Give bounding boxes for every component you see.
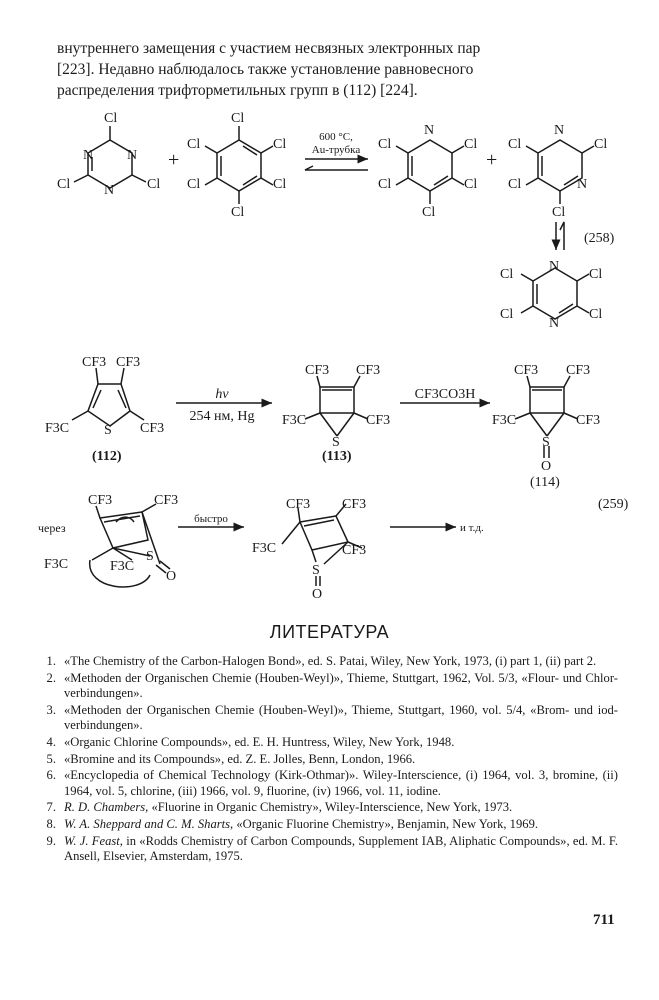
- reference-number: 3.: [46, 702, 56, 717]
- atom-cl: Cl: [187, 177, 201, 192]
- reference-item: [40, 768, 618, 799]
- atom-s: S: [146, 549, 154, 564]
- reference-number: 9.: [46, 833, 56, 848]
- group-f3c: F3C: [252, 541, 277, 556]
- group-cf3: CF3: [305, 363, 330, 378]
- atom-n: N: [554, 123, 565, 138]
- group-cf3: CF3: [356, 363, 381, 378]
- group-cf3: CF3: [566, 363, 591, 378]
- equation-number-259: (259): [598, 497, 629, 512]
- atom-n: N: [577, 177, 588, 192]
- atom-n: N: [104, 183, 115, 198]
- atom-cl: Cl: [422, 205, 436, 220]
- atom-cl: Cl: [464, 177, 478, 192]
- atom-cl: Cl: [57, 177, 71, 192]
- atom-cl: Cl: [273, 177, 287, 192]
- atom-cl: Cl: [464, 137, 478, 152]
- atom-n: N: [549, 259, 560, 274]
- group-cf3: CF3: [514, 363, 539, 378]
- atom-cl: Cl: [589, 267, 603, 282]
- reference-item: [40, 735, 618, 751]
- light-condition: hν: [215, 387, 229, 402]
- reference-author: W. J. Feast,: [64, 833, 123, 848]
- fast-label: быстро: [194, 513, 228, 525]
- transition-state-structure: [90, 504, 170, 587]
- group-cf3: CF3: [342, 543, 367, 558]
- atom-n: N: [83, 148, 94, 163]
- reference-item: [40, 834, 618, 865]
- plus-sign: +: [168, 149, 180, 171]
- reference-number: 6.: [46, 768, 56, 783]
- peracid-reagent: CF3CO3H: [414, 387, 476, 402]
- atom-s: S: [312, 563, 320, 578]
- group-f3c: F3C: [492, 413, 517, 428]
- compound-label-114: (114): [530, 475, 560, 490]
- reference-item: [40, 671, 618, 702]
- atom-cl: Cl: [187, 137, 201, 152]
- atom-cl: Cl: [231, 205, 245, 220]
- reference-item: [40, 654, 618, 670]
- tetrachloropyrimidine-structure: [526, 140, 594, 204]
- reference-text: «Encyclopedia of Chemical Technology (Kirk-Othmar)». Wiley-Interscience, (i) 1964, vol. 3, bromine, (ii) 1964, vol. 5, chlorine, (iii) 1966, vol. 9, fluorine, (iv) 1966, vol. 11, iodine.: [64, 768, 618, 798]
- group-cf3: CF3: [88, 493, 113, 508]
- reference-number: 5.: [46, 751, 56, 766]
- reference-text: «Organic Fluorine Chemistry», Benjamin, New York, 1969.: [233, 816, 539, 831]
- atom-cl: Cl: [594, 137, 608, 152]
- tetrachloropyrazine-structure: [521, 268, 589, 319]
- atom-cl: Cl: [500, 307, 514, 322]
- atom-cl: Cl: [508, 177, 522, 192]
- atom-cl: Cl: [378, 137, 392, 152]
- reference-text: «Fluorine in Organic Chemistry», Wiley-Interscience, New York, 1973.: [148, 800, 513, 815]
- hexachlorobenzene-structure: [205, 126, 273, 204]
- reference-text: in «Rodds Chemistry of Carbon Compounds, Supplement IAB, Aliphatic Compounds», ed. M. F. Ansell, Elsevier, Amsterdam, 1975.: [64, 833, 618, 864]
- via-label: через: [38, 521, 66, 535]
- atom-s: S: [542, 435, 550, 450]
- reference-number: 7.: [46, 800, 56, 815]
- reference-text: «Organic Chlorine Compounds», ed. E. H. Huntress, Wiley, New York, 1948.: [64, 734, 455, 749]
- atom-s: S: [332, 435, 340, 450]
- compound-label-113: (113): [322, 449, 352, 464]
- group-cf3: CF3: [82, 355, 107, 370]
- atom-n: N: [424, 123, 435, 138]
- equation-number-258: (258): [584, 231, 615, 246]
- reference-text: «The Chemistry of the Carbon-Halogen Bond», ed. S. Patai, Wiley, New York, 1973, (i) part 1, (ii) part 2.: [64, 654, 597, 668]
- pentachloropyridine-structure: [396, 140, 464, 204]
- atom-cl: Cl: [104, 111, 118, 126]
- reference-item: [40, 703, 618, 734]
- page-number: 711: [593, 912, 615, 928]
- reference-author: R. D. Chambers,: [64, 800, 149, 815]
- compound-label-112: (112): [92, 449, 122, 464]
- reference-text: «Methoden der Organischen Chemie (Houben-Weyl)», Thieme, Stuttgart, 1960, vol. 5/4, «Brom- und iod-verbindungen».: [64, 702, 618, 733]
- wavelength-condition: 254 нм, Hg: [189, 409, 255, 424]
- group-cf3: CF3: [140, 421, 165, 436]
- atom-o: O: [166, 569, 177, 584]
- group-cf3: CF3: [342, 497, 367, 512]
- intro-line-1: внутреннего замещения с участием несвязных электронных пар: [57, 40, 481, 57]
- reference-number: 1.: [46, 654, 56, 668]
- atom-n: N: [127, 148, 138, 163]
- atom-cl: Cl: [273, 137, 287, 152]
- atom-n: N: [549, 316, 560, 331]
- etc-label: и т.д.: [460, 522, 484, 534]
- atom-cl: Cl: [589, 307, 603, 322]
- condition-tube: Au-трубка: [311, 144, 361, 156]
- reference-number: 8.: [46, 816, 56, 831]
- group-f3c: F3C: [45, 421, 70, 436]
- group-cf3: CF3: [286, 497, 311, 512]
- atom-cl: Cl: [552, 205, 566, 220]
- references-title: ЛИТЕРАТУРА: [269, 622, 390, 642]
- atom-o: O: [312, 587, 323, 602]
- reference-number: 4.: [46, 734, 56, 749]
- atom-o: O: [541, 459, 552, 474]
- group-f3c: F3C: [44, 557, 69, 572]
- intro-line-2: [223]. Недавно наблюдалось также установление равновесного: [57, 61, 474, 78]
- reference-item: [40, 817, 618, 833]
- intro-line-3: распределения трифторметильных групп в (112) [224].: [57, 82, 418, 99]
- atom-cl: Cl: [231, 111, 245, 126]
- plus-sign: +: [486, 149, 498, 171]
- reference-item: [40, 800, 618, 816]
- group-cf3: CF3: [576, 413, 601, 428]
- condition-temperature: 600 °C,: [319, 131, 353, 143]
- reference-text: «Bromine and its Compounds», ed. Z. E. Jolles, Benn, London, 1966.: [64, 751, 416, 766]
- reference-author: W. A. Sheppard and C. M. Sharts,: [64, 816, 234, 831]
- reference-item: [40, 752, 618, 768]
- reference-text: «Methoden der Organischen Chemie (Houben-Weyl)», Thieme, Stuttgart, 1962, Vol. 5/3, «Flour- und Chlor-verbindungen».: [64, 670, 618, 701]
- atom-s: S: [104, 423, 112, 438]
- group-f3c: F3C: [282, 413, 307, 428]
- group-cf3: CF3: [116, 355, 141, 370]
- thiophene-112-structure: [72, 368, 144, 426]
- group-cf3: CF3: [366, 413, 391, 428]
- atom-cl: Cl: [508, 137, 522, 152]
- references-list: [40, 654, 618, 866]
- reference-number: 2.: [46, 670, 56, 685]
- atom-cl: Cl: [147, 177, 161, 192]
- bicyclic-113-structure: [305, 376, 368, 436]
- atom-cl: Cl: [500, 267, 514, 282]
- group-f3c: F3C: [110, 559, 135, 574]
- atom-cl: Cl: [378, 177, 392, 192]
- group-cf3: CF3: [154, 493, 179, 508]
